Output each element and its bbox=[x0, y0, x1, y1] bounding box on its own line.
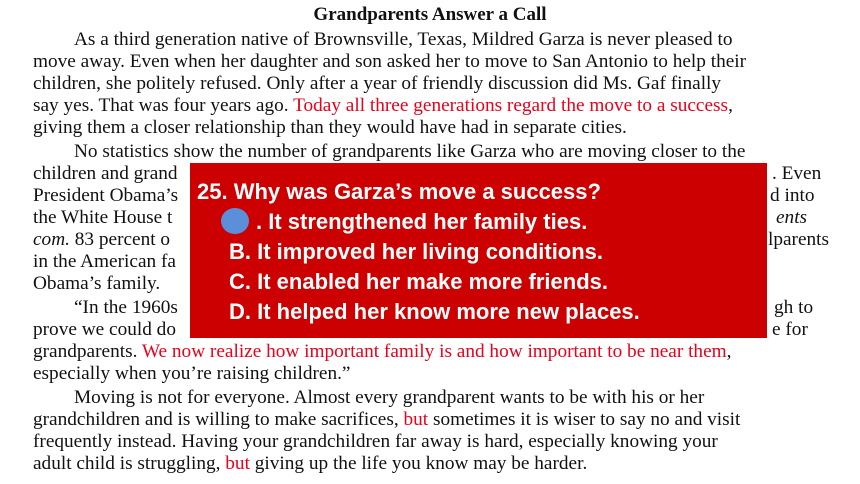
highlighted-sentence: Today all three generations regard the move to a success bbox=[293, 95, 729, 116]
answer-marker-dot bbox=[221, 208, 249, 234]
article-text: , bbox=[726, 341, 732, 362]
article-line bbox=[33, 363, 350, 385]
article-line bbox=[33, 273, 160, 295]
question-popup bbox=[190, 163, 767, 338]
article-line bbox=[74, 297, 178, 319]
article-line bbox=[33, 251, 176, 273]
question-text: 25. Why was Garza’s move a success? bbox=[197, 179, 601, 204]
article-text: giving up the life you know may be harder. bbox=[249, 453, 588, 474]
highlighted-word: but bbox=[225, 453, 250, 474]
article-text: children, she politely refused. Only after a year of friendly discussion did Ms. Gaf finally bbox=[33, 73, 722, 94]
option-a[interactable]: . It strengthened her family ties. bbox=[256, 209, 588, 234]
article-text: com. bbox=[33, 229, 70, 250]
article-text: grandchildren and is willing to make sacrifices, bbox=[33, 409, 404, 430]
highlighted-word: but bbox=[403, 409, 429, 430]
article-text: sometimes it is wiser to say no and visit bbox=[428, 409, 741, 430]
option-b[interactable]: B. It improved her living conditions. bbox=[229, 239, 604, 264]
article-line bbox=[776, 207, 807, 229]
article-line bbox=[33, 319, 176, 341]
article-text: gh to bbox=[774, 297, 814, 318]
article-text: move away. Even when her daughter and son asked her to move to San Antonio to help their bbox=[33, 51, 747, 72]
article-text: As a third generation native of Brownsville, Texas, Mildred Garza is never pleased to bbox=[74, 29, 733, 50]
article-line bbox=[33, 341, 731, 363]
article-text: grandparents. bbox=[33, 341, 142, 362]
article-line bbox=[33, 117, 627, 139]
article-line bbox=[33, 73, 721, 95]
highlighted-sentence: We now realize how important family is and how important to be near them bbox=[141, 341, 727, 362]
article-line bbox=[772, 163, 821, 185]
article-text: especially when you’re raising children.” bbox=[33, 363, 351, 384]
article-line bbox=[33, 207, 172, 229]
article-line bbox=[33, 453, 587, 475]
article-line bbox=[33, 185, 178, 207]
article-text: ents bbox=[776, 207, 808, 228]
article-text: children and grand bbox=[33, 163, 178, 184]
article-line bbox=[33, 409, 740, 431]
article-text: in the American fa bbox=[33, 251, 176, 272]
article-text: say yes. That was four years ago. bbox=[33, 95, 294, 116]
article-line bbox=[774, 297, 813, 319]
article-line bbox=[772, 319, 808, 341]
article-text: adult child is struggling, bbox=[33, 453, 226, 474]
article-line bbox=[33, 51, 746, 73]
article-text: 83 percent o bbox=[69, 229, 171, 250]
article-text: giving them a closer relationship than they would have had in separate cities. bbox=[33, 117, 627, 138]
article-text: No statistics show the number of grandparents like Garza who are moving closer to the bbox=[74, 141, 746, 162]
article-line bbox=[74, 387, 704, 409]
article-line bbox=[768, 229, 829, 251]
article-text: prove we could do bbox=[33, 319, 176, 340]
article-title: Grandparents Answer a Call bbox=[313, 4, 547, 25]
article-text: Moving is not for everyone. Almost every grandparent wants to be with his or her bbox=[74, 387, 705, 408]
article-text: President Obama’s bbox=[33, 185, 179, 206]
article-text: . Even bbox=[772, 163, 822, 184]
article-line bbox=[33, 95, 733, 117]
article-line bbox=[33, 229, 170, 251]
article-line bbox=[74, 29, 732, 51]
article-text: frequently instead. Having your grandchildren far away is hard, especially knowing your bbox=[33, 431, 718, 452]
article-text: , bbox=[728, 95, 733, 116]
article-text: Obama’s family. bbox=[33, 273, 161, 294]
article-line bbox=[770, 185, 814, 207]
option-c[interactable]: C. It enabled her make more friends. bbox=[229, 269, 609, 294]
article-line bbox=[33, 431, 718, 453]
option-d[interactable]: D. It helped her know more new places. bbox=[229, 299, 640, 324]
article-line bbox=[74, 141, 745, 163]
article-line bbox=[33, 163, 178, 185]
article-text: lparents bbox=[768, 229, 830, 250]
article-text: “In the 1960s bbox=[74, 297, 178, 318]
article-text: d into bbox=[770, 185, 815, 206]
article-text: the White House t bbox=[33, 207, 173, 228]
article-text: e for bbox=[772, 319, 808, 340]
